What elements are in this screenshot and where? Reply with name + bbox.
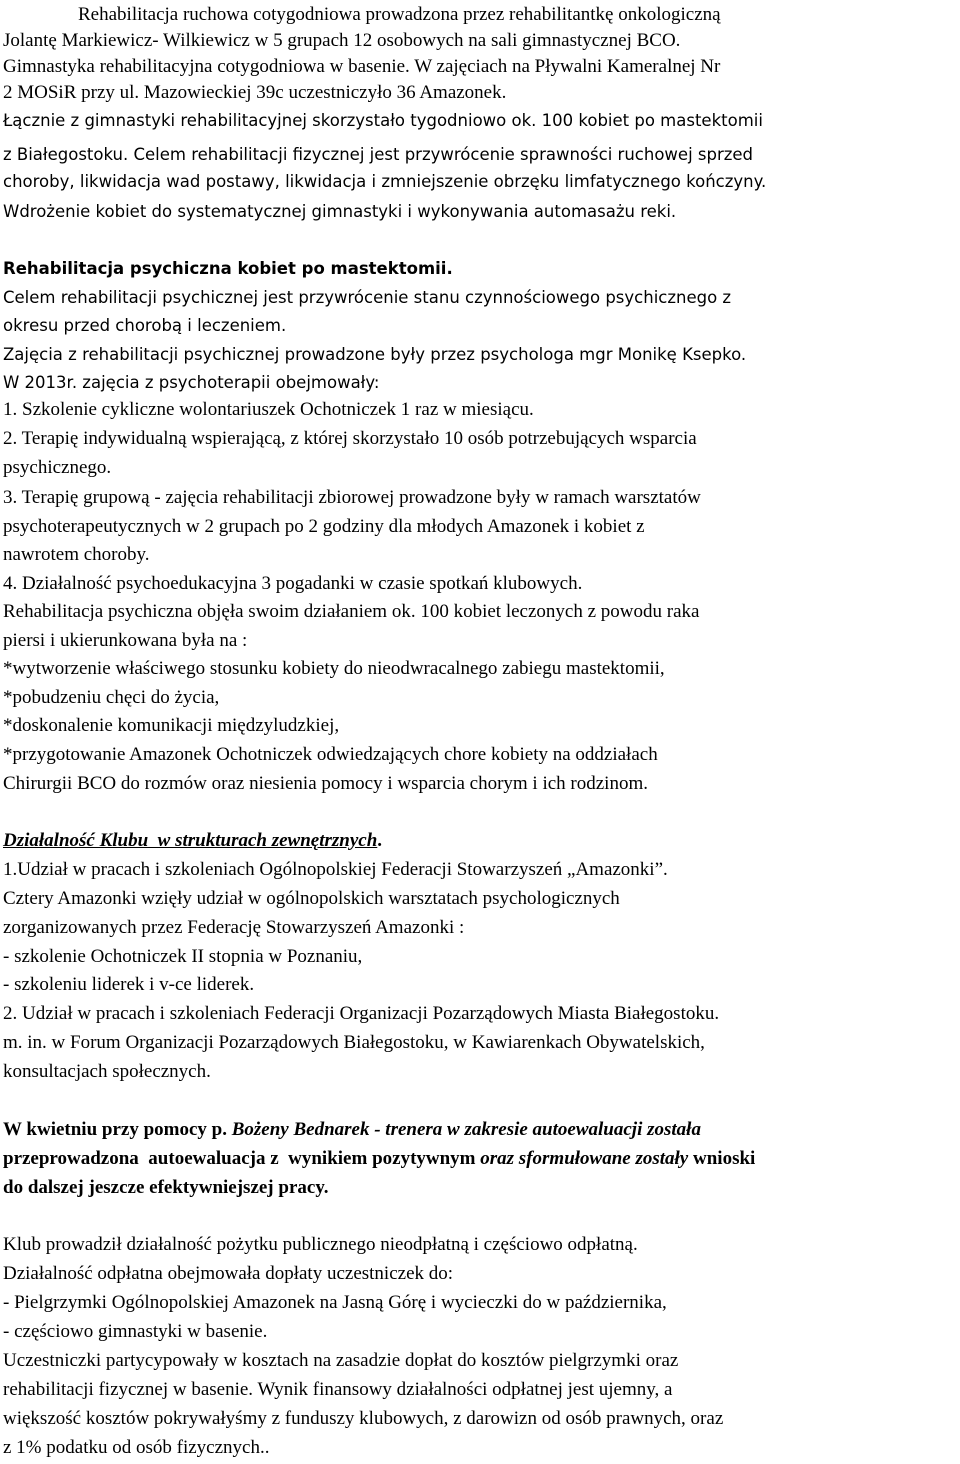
- text-fragment: przeprowadzona autoewaluacja z wynikiem pozytywnym: [3, 1148, 481, 1169]
- section-heading: [3, 829, 382, 853]
- text-line: choroby, likwidacja wad postawy, likwidacja i zmniejszenie obrzęku limfatycznego kończyny.: [3, 172, 767, 191]
- list-item: 2. Udział w pracach i szkoleniach Federacji Organizacji Pozarządowych Miasta Białegostoku.: [3, 1003, 720, 1024]
- list-item: 1. Szkolenie cykliczne wolontariuszek Ochotniczek 1 raz w miesiącu.: [3, 399, 534, 420]
- bullet-item: *pobudzeniu chęci do życia,: [3, 687, 220, 708]
- list-item: 3. Terapię grupową - zajęcia rehabilitacji zbiorowej prowadzone były w ramach warsztatów: [3, 487, 701, 508]
- text-line: Wdrożenie kobiet do systematycznej gimnastyki i wykonywania automasażu reki.: [3, 202, 677, 221]
- text-line: Rehabilitacja ruchowa cotygodniowa prowadzona przez rehabilitantkę onkologiczną: [78, 4, 721, 25]
- bullet-item: - szkoleniu liderek i v-ce liderek.: [3, 974, 255, 995]
- text-line: większość kosztów pokrywałyśmy z funduszy klubowych, z darowizn od osób prawnych, oraz: [3, 1408, 724, 1429]
- list-item-continuation: psychicznego.: [3, 457, 112, 478]
- bullet-item-continuation: Chirurgii BCO do rozmów oraz niesienia pomocy i wsparcia chorym i ich rodzinom.: [3, 773, 648, 794]
- text-line: [3, 1147, 755, 1171]
- heading-period: .: [377, 830, 383, 851]
- text-fragment-italic: Bożeny Bednarek - trenera w zakresie autoewaluacji została: [231, 1119, 701, 1140]
- text-line: rehabilitacji fizycznej w basenie. Wynik finansowy działalności odpłatnej jest ujemny, a: [3, 1379, 673, 1400]
- text-line: okresu przed chorobą i leczeniem.: [3, 316, 287, 335]
- list-item-continuation: psychoterapeutycznych w 2 grupach po 2 godziny dla młodych Amazonek i kobiet z: [3, 516, 645, 537]
- text-line: 2 MOSiR przy ul. Mazowieckiej 39c uczestniczyło 36 Amazonek.: [3, 82, 507, 103]
- text-line: Celem rehabilitacji psychicznej jest przywrócenie stanu czynnościowego psychicznego z: [3, 288, 732, 307]
- text-fragment: z Białegostoku.: [3, 145, 129, 164]
- text-line: z 1% podatku od osób fizycznych..: [3, 1437, 270, 1458]
- text-line: m. in. w Forum Organizacji Pozarządowych Białegostoku, w Kawiarenkach Obywatelskich,: [3, 1032, 705, 1053]
- bullet-item: *doskonalenie komunikacji międzyludzkiej,: [3, 715, 340, 736]
- text-line: Łącznie z gimnastyki rehabilitacyjnej skorzystało tygodniowo ok. 100 kobiet po mastektomii: [3, 111, 763, 130]
- text-line: zorganizowanych przez Federację Stowarzyszeń Amazonki :: [3, 917, 465, 938]
- bullet-item: - szkolenie Ochotniczek II stopnia w Poznaniu,: [3, 946, 363, 967]
- text-line: Cztery Amazonki wzięły udział w ogólnopolskich warsztatach psychologicznych: [3, 888, 620, 909]
- text-line: do dalszej jeszcze efektywniejszej pracy.: [3, 1177, 329, 1198]
- bullet-item: - Pielgrzymki Ogólnopolskiej Amazonek na Jasną Górę i wycieczki do w października,: [3, 1292, 667, 1313]
- text-line: [3, 143, 753, 167]
- text-line: Gimnastyka rehabilitacyjna cotygodniowa w basenie. W zajęciach na Pływalni Kameralnej Nr: [3, 56, 721, 77]
- text-line: Klub prowadził działalność pożytku publicznego nieodpłatną i częściowo odpłatną.: [3, 1234, 638, 1255]
- list-item-continuation: nawrotem choroby.: [3, 544, 150, 565]
- text-line: Jolantę Markiewicz- Wilkiewicz w 5 grupach 12 osobowych na sali gimnastycznej BCO.: [3, 30, 681, 51]
- text-line: Rehabilitacja psychiczna objęła swoim działaniem ok. 100 kobiet leczonych z powodu raka: [3, 601, 700, 622]
- text-fragment: wnioski: [688, 1148, 756, 1169]
- bullet-item: *przygotowanie Amazonek Ochotniczek odwiedzających chore kobiety na oddziałach: [3, 744, 658, 765]
- text-fragment: Celem rehabilitacji fizycznej jest przywrócenie sprawności ruchowej sprzed: [128, 145, 754, 164]
- text-line: [3, 1118, 701, 1142]
- list-item: 4. Działalność psychoedukacyjna 3 pogadanki w czasie spotkań klubowych.: [3, 573, 583, 594]
- text-line: Uczestniczki partycypowały w kosztach na zasadzie dopłat do kosztów pielgrzymki oraz: [3, 1350, 679, 1371]
- section-heading: Rehabilitacja psychiczna kobiet po mastektomii.: [3, 259, 453, 278]
- text-fragment: W kwietniu przy pomocy p.: [3, 1119, 232, 1140]
- heading-text: Działalność Klubu w strukturach zewnętrznych: [3, 830, 378, 851]
- list-item: 2. Terapię indywidualną wspierającą, z której skorzystało 10 osób potrzebujących wsparcia: [3, 428, 697, 449]
- text-line: Działalność odpłatna obejmowała dopłaty uczestniczek do:: [3, 1263, 454, 1284]
- text-line: W 2013r. zajęcia z psychoterapii obejmowały:: [3, 373, 380, 392]
- text-line: Zajęcia z rehabilitacji psychicznej prowadzone były przez psychologa mgr Monikę Ksepko.: [3, 345, 747, 364]
- bullet-item: *wytworzenie właściwego stosunku kobiety do nieodwracalnego zabiegu mastektomii,: [3, 658, 665, 679]
- text-fragment-italic: oraz sformułowane zostały: [480, 1148, 689, 1169]
- list-item: 1.Udział w pracach i szkoleniach Ogólnopolskiej Federacji Stowarzyszeń „Amazonki”.: [3, 859, 668, 880]
- bullet-item: - częściowo gimnastyki w basenie.: [3, 1321, 268, 1342]
- text-line: piersi i ukierunkowana była na :: [3, 630, 248, 651]
- text-line: konsultacjach społecznych.: [3, 1061, 211, 1082]
